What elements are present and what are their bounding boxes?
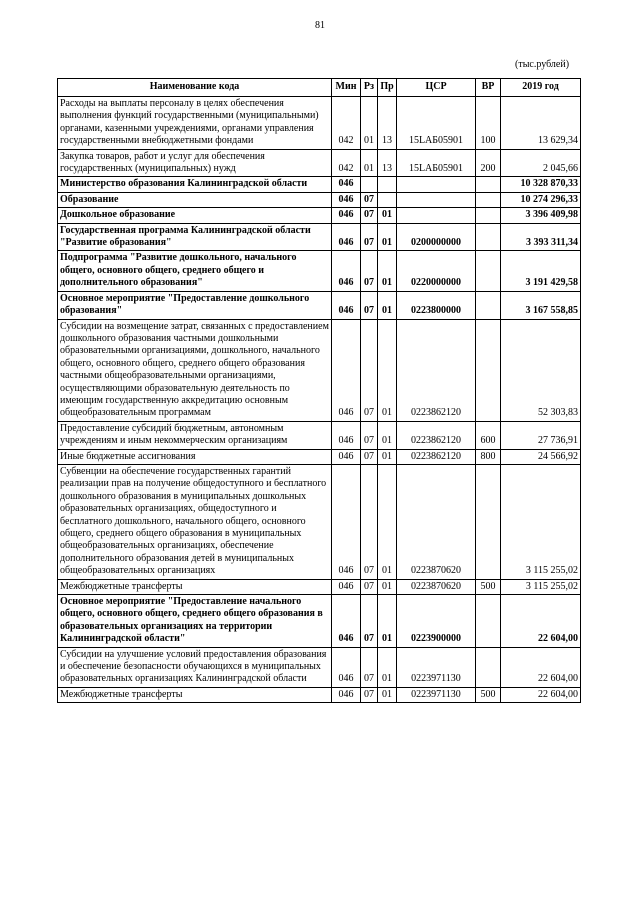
cell-csr: 0220000000	[397, 251, 476, 291]
cell-amount: 10 328 870,33	[501, 177, 581, 192]
cell-vr	[476, 177, 501, 192]
cell-pr: 13	[378, 149, 397, 177]
cell-amount: 3 396 409,98	[501, 208, 581, 223]
cell-csr: 0223862120	[397, 449, 476, 464]
cell-vr	[476, 291, 501, 319]
table-row	[58, 192, 581, 207]
header-year: 2019 год	[501, 79, 581, 97]
cell-csr: 0223870620	[397, 464, 476, 579]
cell-vr: 500	[476, 579, 501, 594]
cell-pr: 01	[378, 579, 397, 594]
cell-csr: 0223971130	[397, 687, 476, 702]
table-header-row	[58, 79, 581, 97]
cell-vr	[476, 251, 501, 291]
cell-vr: 500	[476, 687, 501, 702]
cell-csr: 0223971130	[397, 647, 476, 687]
cell-min: 046	[332, 449, 361, 464]
cell-rz: 07	[361, 251, 378, 291]
cell-min: 046	[332, 177, 361, 192]
cell-name: Межбюджетные трансферты	[58, 687, 332, 702]
cell-rz: 07	[361, 291, 378, 319]
cell-amount: 3 191 429,58	[501, 251, 581, 291]
cell-name: Подпрограмма "Развитие дошкольного, начального общего, основного общего, среднего общего и дополнительного образования"	[58, 251, 332, 291]
cell-rz: 01	[361, 97, 378, 150]
cell-min: 046	[332, 291, 361, 319]
cell-amount: 3 167 558,85	[501, 291, 581, 319]
cell-name: Расходы на выплаты персоналу в целях обеспечения выполнения функций государственными (муниципальными) органами, казенными учреждениями, органами управления государственными внебюджетными фондами	[58, 97, 332, 150]
cell-name: Субсидии на улучшение условий предоставления образования и обеспечение безопасности обучающихся в муниципальных образовательных организациях Калининградской области	[58, 647, 332, 687]
table-row	[58, 177, 581, 192]
cell-name: Государственная программа Калининградской области "Развитие образования"	[58, 223, 332, 251]
cell-rz: 07	[361, 208, 378, 223]
cell-min: 046	[332, 223, 361, 251]
cell-amount: 2 045,66	[501, 149, 581, 177]
header-pr: Пр	[378, 79, 397, 97]
cell-csr	[397, 192, 476, 207]
cell-vr: 100	[476, 97, 501, 150]
cell-pr	[378, 192, 397, 207]
cell-amount: 3 115 255,02	[501, 579, 581, 594]
cell-vr	[476, 223, 501, 251]
table-row	[58, 208, 581, 223]
cell-min: 046	[332, 208, 361, 223]
cell-min: 042	[332, 149, 361, 177]
header-vr: ВР	[476, 79, 501, 97]
cell-csr: 15LAБ05901	[397, 97, 476, 150]
cell-rz: 07	[361, 421, 378, 449]
cell-csr	[397, 177, 476, 192]
cell-amount: 52 303,83	[501, 319, 581, 421]
cell-pr: 01	[378, 223, 397, 251]
cell-vr: 800	[476, 449, 501, 464]
table-row	[58, 97, 581, 150]
cell-min: 046	[332, 687, 361, 702]
cell-min: 046	[332, 251, 361, 291]
cell-vr	[476, 192, 501, 207]
cell-pr: 01	[378, 208, 397, 223]
cell-csr: 15LAБ05901	[397, 149, 476, 177]
cell-name: Основное мероприятие "Предоставление начального общего, основного общего, среднего общего образования в образовательных организациях на территории Калининградской области"	[58, 595, 332, 648]
cell-min: 046	[332, 464, 361, 579]
cell-amount: 24 566,92	[501, 449, 581, 464]
table-row	[58, 595, 581, 648]
cell-amount: 22 604,00	[501, 595, 581, 648]
cell-rz: 07	[361, 192, 378, 207]
cell-csr: 0223862120	[397, 319, 476, 421]
cell-csr	[397, 208, 476, 223]
cell-pr: 01	[378, 449, 397, 464]
cell-pr: 01	[378, 464, 397, 579]
cell-amount: 22 604,00	[501, 687, 581, 702]
cell-name: Межбюджетные трансферты	[58, 579, 332, 594]
cell-vr	[476, 319, 501, 421]
cell-min: 046	[332, 647, 361, 687]
table-row	[58, 579, 581, 594]
table-row	[58, 647, 581, 687]
cell-csr: 0223870620	[397, 579, 476, 594]
table-row	[58, 291, 581, 319]
cell-name: Субсидии на возмещение затрат, связанных с предоставлением дошкольного образования частными дошкольными образовательными организациями, дошкольного, начального общего, основного общего, среднего общего образования частными общеобразовательными организациями, осуществляющими образовательную деятельность по имеющим государственную аккредитацию основным общеобразовательным программам	[58, 319, 332, 421]
cell-pr: 01	[378, 251, 397, 291]
cell-name: Предоставление субсидий бюджетным, автономным учреждениям и иным некоммерческим организациям	[58, 421, 332, 449]
cell-pr: 01	[378, 421, 397, 449]
cell-name: Субвенции на обеспечение государственных гарантий реализации прав на получение общедоступного и бесплатного дошкольного образования в муниципальных дошкольных образовательных организациях, общедоступного и бесплатного дошкольного, начального общего, основного общего, среднего общего образования в муниципальных общеобразовательных организациях, обеспечение дополнительного образования детей в муниципальных общеобразовательных организациях	[58, 464, 332, 579]
cell-name: Образование	[58, 192, 332, 207]
cell-rz	[361, 177, 378, 192]
cell-pr: 01	[378, 687, 397, 702]
cell-amount: 10 274 296,33	[501, 192, 581, 207]
cell-rz: 07	[361, 647, 378, 687]
table-row	[58, 149, 581, 177]
header-csr: ЦСР	[397, 79, 476, 97]
cell-pr: 01	[378, 595, 397, 648]
cell-name: Иные бюджетные ассигнования	[58, 449, 332, 464]
cell-vr	[476, 647, 501, 687]
cell-pr: 13	[378, 97, 397, 150]
cell-amount: 3 115 255,02	[501, 464, 581, 579]
cell-rz: 07	[361, 319, 378, 421]
table-row	[58, 319, 581, 421]
cell-rz: 07	[361, 687, 378, 702]
cell-rz: 07	[361, 595, 378, 648]
cell-amount: 13 629,34	[501, 97, 581, 150]
cell-rz: 07	[361, 464, 378, 579]
cell-vr	[476, 464, 501, 579]
cell-name: Дошкольное образование	[58, 208, 332, 223]
cell-pr: 01	[378, 647, 397, 687]
units-label: (тыс.рублей)	[515, 59, 570, 70]
page-number: 81	[315, 20, 325, 31]
table-row	[58, 223, 581, 251]
cell-vr	[476, 595, 501, 648]
budget-table	[57, 78, 581, 703]
cell-csr: 0223800000	[397, 291, 476, 319]
cell-min: 046	[332, 319, 361, 421]
header-name: Наименование кода	[58, 79, 332, 97]
table-row	[58, 449, 581, 464]
cell-rz: 07	[361, 579, 378, 594]
cell-amount: 27 736,91	[501, 421, 581, 449]
cell-csr: 0200000000	[397, 223, 476, 251]
cell-rz: 07	[361, 223, 378, 251]
table-row	[58, 687, 581, 702]
table-row	[58, 464, 581, 579]
cell-vr: 600	[476, 421, 501, 449]
cell-csr: 0223900000	[397, 595, 476, 648]
cell-vr	[476, 208, 501, 223]
cell-min: 042	[332, 97, 361, 150]
cell-pr	[378, 177, 397, 192]
cell-pr: 01	[378, 291, 397, 319]
table-row	[58, 251, 581, 291]
cell-min: 046	[332, 192, 361, 207]
cell-name: Основное мероприятие "Предоставление дошкольного образования"	[58, 291, 332, 319]
cell-min: 046	[332, 579, 361, 594]
cell-name: Закупка товаров, работ и услуг для обеспечения государственных (муниципальных) нужд	[58, 149, 332, 177]
cell-vr: 200	[476, 149, 501, 177]
table-row	[58, 421, 581, 449]
cell-min: 046	[332, 421, 361, 449]
cell-csr: 0223862120	[397, 421, 476, 449]
cell-name: Министерство образования Калининградской области	[58, 177, 332, 192]
cell-rz: 01	[361, 149, 378, 177]
cell-pr: 01	[378, 319, 397, 421]
header-min: Мин	[332, 79, 361, 97]
header-rz: Рз	[361, 79, 378, 97]
cell-amount: 3 393 311,34	[501, 223, 581, 251]
cell-amount: 22 604,00	[501, 647, 581, 687]
cell-rz: 07	[361, 449, 378, 464]
cell-min: 046	[332, 595, 361, 648]
